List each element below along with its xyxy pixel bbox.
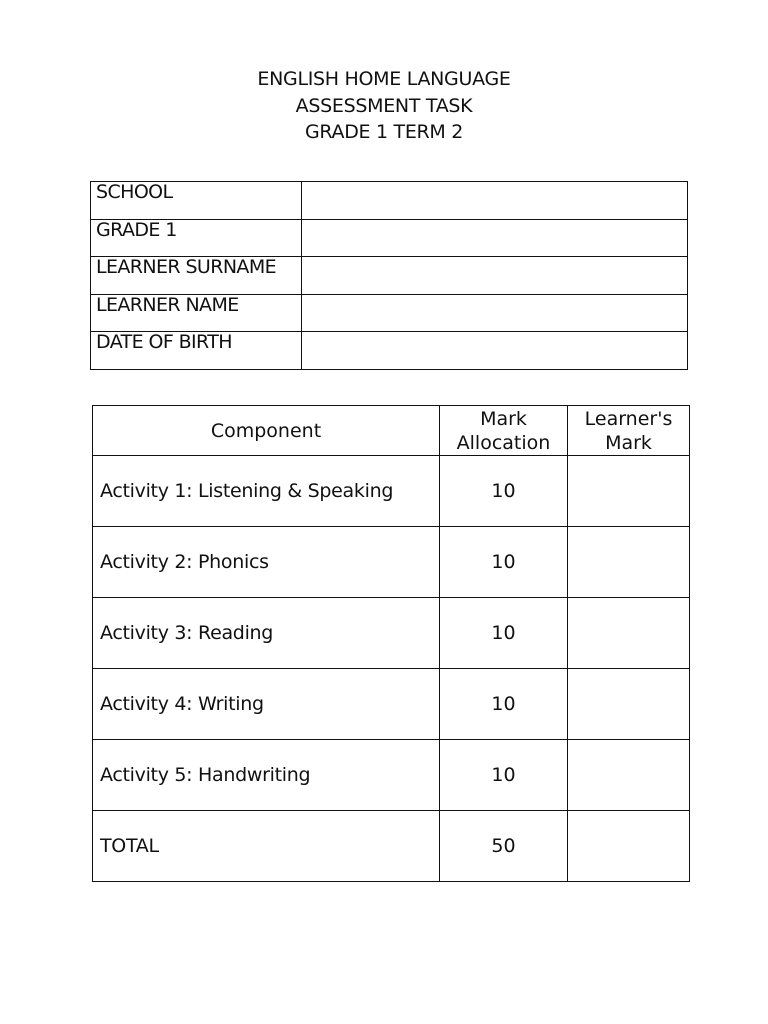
marks-header-row xyxy=(93,406,690,456)
activity-1-allocation: 10 xyxy=(440,456,568,527)
info-row-dob xyxy=(91,332,688,370)
activity-4-allocation: 10 xyxy=(440,669,568,740)
info-label-name: LEARNER NAME xyxy=(91,294,302,332)
info-value-surname[interactable] xyxy=(301,257,687,295)
activity-5-allocation: 10 xyxy=(440,740,568,811)
title-line-task: ASSESSMENT TASK xyxy=(295,94,473,117)
activity-2-allocation: 10 xyxy=(440,527,568,598)
activity-3-component: Activity 3: Reading xyxy=(93,598,440,669)
info-label-dob: DATE OF BIRTH xyxy=(91,332,302,370)
total-row xyxy=(93,811,690,882)
info-value-grade[interactable] xyxy=(301,219,687,257)
activity-4-learner-mark[interactable] xyxy=(568,669,690,740)
activity-1-learner-mark[interactable] xyxy=(568,456,690,527)
activity-3-learner-mark[interactable] xyxy=(568,598,690,669)
table-row xyxy=(93,598,690,669)
total-allocation: 50 xyxy=(440,811,568,882)
info-row-grade xyxy=(91,219,688,257)
activity-4-component: Activity 4: Writing xyxy=(93,669,440,740)
total-label: TOTAL xyxy=(93,811,440,882)
info-value-name[interactable] xyxy=(301,294,687,332)
activity-2-component: Activity 2: Phonics xyxy=(93,527,440,598)
info-row-surname xyxy=(91,257,688,295)
header-learner-line2: Mark xyxy=(605,431,652,454)
info-value-school[interactable] xyxy=(301,182,687,220)
assessment-marks-table xyxy=(92,405,690,882)
header-allocation-line1: Mark xyxy=(480,407,527,430)
info-value-dob[interactable] xyxy=(301,332,687,370)
activity-5-component: Activity 5: Handwriting xyxy=(93,740,440,811)
column-header-component: Component xyxy=(93,406,440,456)
column-header-learners-mark xyxy=(568,406,690,456)
total-learner-mark[interactable] xyxy=(568,811,690,882)
activity-3-allocation: 10 xyxy=(440,598,568,669)
header-allocation-line2: Allocation xyxy=(456,431,551,454)
column-header-mark-allocation xyxy=(440,406,568,456)
table-row xyxy=(93,669,690,740)
table-row xyxy=(93,740,690,811)
table-row xyxy=(93,527,690,598)
header-learner-line1: Learner's xyxy=(584,407,673,430)
document-title xyxy=(0,66,768,146)
title-line-grade-term: GRADE 1 TERM 2 xyxy=(304,121,464,143)
learner-info-table xyxy=(90,181,688,370)
info-row-name xyxy=(91,294,688,332)
activity-2-learner-mark[interactable] xyxy=(568,527,690,598)
info-row-school xyxy=(91,182,688,220)
title-line-subject: ENGLISH HOME LANGUAGE xyxy=(257,68,511,90)
activity-1-component: Activity 1: Listening & Speaking xyxy=(93,456,440,527)
info-label-surname: LEARNER SURNAME xyxy=(91,257,302,295)
activity-5-learner-mark[interactable] xyxy=(568,740,690,811)
info-label-grade: GRADE 1 xyxy=(91,219,302,257)
info-label-school: SCHOOL xyxy=(91,182,302,220)
table-row xyxy=(93,456,690,527)
